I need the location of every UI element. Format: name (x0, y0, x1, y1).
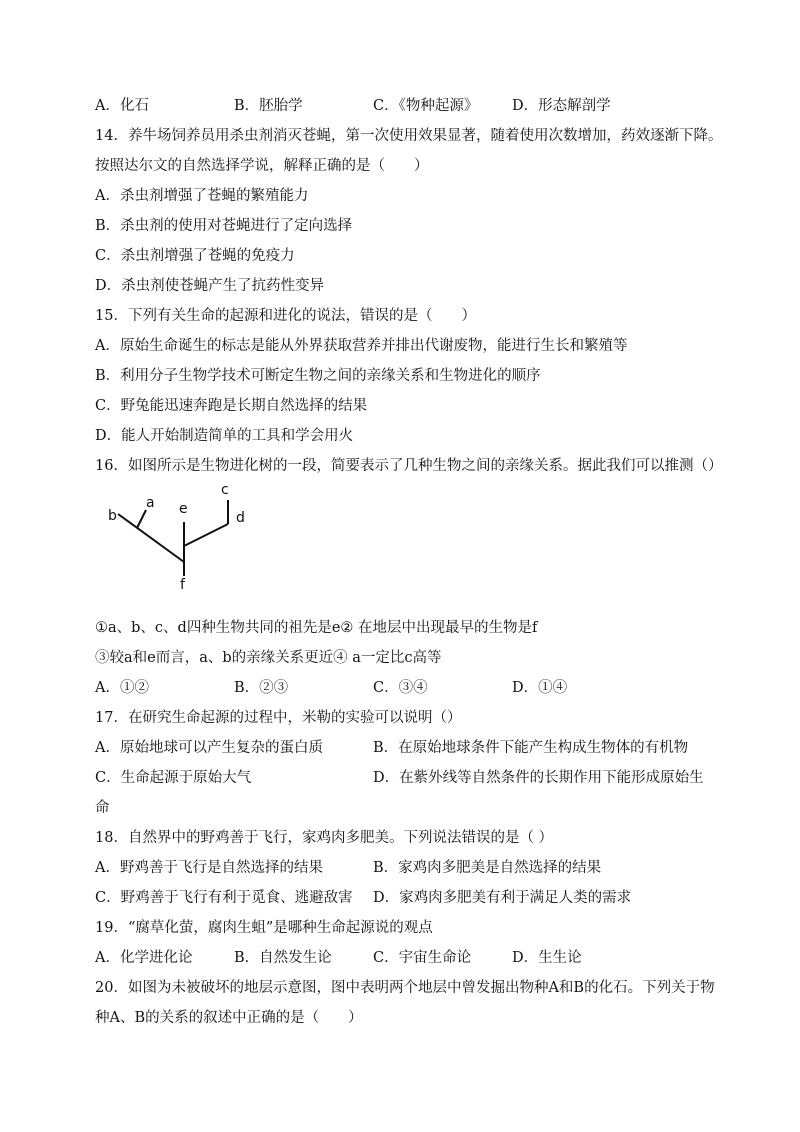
q15-option-b: B．利用分子生物学技术可断定生物之间的亲缘关系和生物进化的顺序 (95, 368, 541, 384)
tree-branch-cd (184, 524, 228, 546)
q17-option-b: B．在原始地球条件下能产生构成生物体的有机物 (373, 740, 689, 756)
q14-option-c: C．杀虫剂增强了苍蝇的免疫力 (95, 248, 295, 264)
q16-option-a: A．①② (95, 680, 149, 696)
q16-stem: 16．如图所示是生物进化树的一段，简要表示了几种生物之间的亲缘关系。据此我们可以推测（） (95, 458, 723, 474)
q14-option-a: A．杀虫剂增强了苍蝇的繁殖能力 (95, 188, 309, 204)
q18-option-a: A．野鸡善于飞行是自然选择的结果 (95, 860, 323, 876)
tree-label-e: e (179, 501, 188, 517)
q17-option-c: C．生命起源于原始大气 (95, 770, 252, 786)
q15-option-d: D．能人开始制造简单的工具和学会用火 (95, 428, 354, 444)
q16-statement-line1: ①a、b、c、d四种生物共同的祖先是e② 在地层中出现最早的生物是f (95, 620, 538, 636)
q14-option-b: B．杀虫剂的使用对苍蝇进行了定向选择 (95, 218, 353, 234)
tree-branch-b (118, 514, 184, 562)
q13-option-b: B．胚胎学 (234, 98, 303, 114)
q19-option-c: C．宇宙生命论 (373, 950, 472, 966)
q13-option-d: D．形态解剖学 (512, 98, 611, 114)
evolution-tree-diagram (100, 476, 270, 596)
q14-option-d: D．杀虫剂使苍蝇产生了抗药性变异 (95, 278, 325, 294)
q15-stem: 15．下列有关生命的起源和进化的说法，错误的是（ ） (95, 308, 476, 324)
tree-label-c: c (221, 482, 229, 498)
tree-label-b: b (108, 508, 117, 524)
q20-stem-line2: 种A、B的关系的叙述中正确的是（ ） (95, 1010, 363, 1026)
q13-option-c: C．《物种起源》 (373, 98, 479, 114)
q15-option-a: A．原始生命诞生的标志是能从外界获取营养并排出代谢废物，能进行生长和繁殖等 (95, 338, 628, 354)
q18-option-c: C．野鸡善于飞行有利于觅食、逃避敌害 (95, 890, 353, 906)
q17-option-d: D．在紫外线等自然条件的长期作用下能形成原始生 (373, 770, 704, 786)
q18-stem: 18．自然界中的野鸡善于飞行，家鸡肉多肥美。下列说法错误的是（ ） (95, 830, 554, 846)
q13-option-a: A．化石 (95, 98, 149, 114)
q14-stem-line1: 14．养牛场饲养员用杀虫剂消灭苍蝇，第一次使用效果显著，随着使用次数增加，药效逐渐下降。 (95, 128, 723, 144)
tree-label-f: f (180, 577, 185, 593)
q19-option-d: D．生生论 (512, 950, 582, 966)
q14-stem-line2: 按照达尔文的自然选择学说，解释正确的是（ ） (95, 158, 429, 174)
q15-option-c: C．野兔能迅速奔跑是长期自然选择的结果 (95, 398, 368, 414)
q19-stem: 19．“腐草化萤，腐肉生蛆”是哪种生命起源说的观点 (95, 920, 433, 936)
q16-option-d: D．①④ (512, 680, 568, 696)
q19-option-a: A．化学进化论 (95, 950, 193, 966)
q16-option-b: B．②③ (234, 680, 289, 696)
q17-option-d-continuation: 命 (95, 800, 110, 816)
tree-branch-a (137, 510, 146, 528)
tree-label-a: a (146, 495, 155, 511)
tree-label-d: d (236, 510, 245, 526)
q18-option-b: B．家鸡肉多肥美是自然选择的结果 (373, 860, 602, 876)
q17-option-a: A．原始地球可以产生复杂的蛋白质 (95, 740, 323, 756)
q20-stem-line1: 20．如图为未被破坏的地层示意图，图中表明两个地层中曾发掘出物种A和B的化石。下列关于物 (95, 980, 715, 996)
q16-option-c: C．③④ (373, 680, 428, 696)
q16-statement-line2: ③较a和e而言，a、b的亲缘关系更近④ a一定比c高等 (95, 650, 442, 666)
q17-stem: 17．在研究生命起源的过程中，米勒的实验可以说明（） (95, 710, 462, 726)
q18-option-d: D．家鸡肉多肥美有利于满足人类的需求 (373, 890, 632, 906)
q19-option-b: B．自然发生论 (234, 950, 332, 966)
